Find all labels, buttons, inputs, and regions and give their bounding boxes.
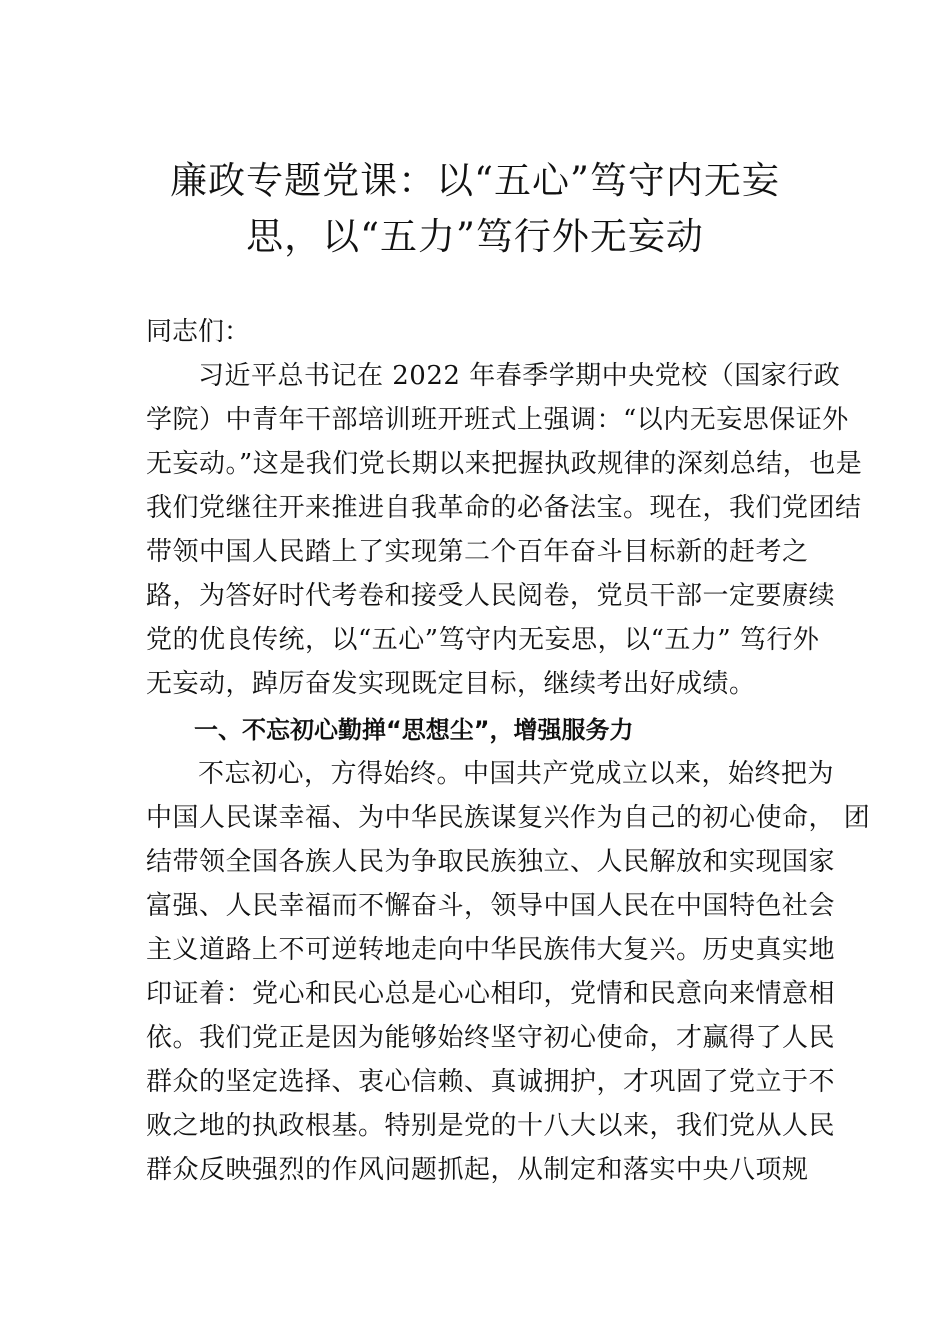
paragraph-line: 富强、人民幸福而不懈奋斗，领导中国人民在中国特色社会 [146, 891, 836, 921]
paragraph-line: 群众反映强烈的作风问题抓起，从制定和落实中央八项规 [146, 1155, 809, 1185]
paragraph-line: 印证着：党心和民心总是心心相印，党情和民意向来情意相 [146, 979, 836, 1009]
document-title [120, 153, 830, 265]
paragraph-line: 我们党继往开来推进自我革命的必备法宝。现在，我们党团结 [146, 493, 862, 523]
paragraph-line: 结带领全国各族人民为争取民族独立、人民解放和实现国家 [146, 847, 836, 877]
title-line-2: 思，以“五力”笃行外无妄动 [246, 215, 704, 258]
paragraph-line: 不忘初心，方得始终。中国共产党成立以来，始终把为 [198, 759, 835, 789]
paragraph-line: 无妄动。”这是我们党长期以来把握执政规律的深刻总结，也是 [146, 449, 863, 479]
section-heading-1: 一、不忘初心勤掸“思想尘”，增强服务力 [194, 716, 634, 744]
paragraph-line: 主义道路上不可逆转地走向中华民族伟大复兴。历史真实地 [146, 935, 836, 965]
paragraph-line: 无妄动，踔厉奋发实现既定目标，继续考出好成绩。 [146, 669, 756, 699]
paragraph-line: 败之地的执政根基。特别是党的十八大以来，我们党从人民 [146, 1111, 836, 1141]
paragraph-line: 群众的坚定选择、衷心信赖、真诚拥护，才巩固了党立于不 [146, 1067, 836, 1097]
salutation: 同志们： [146, 317, 251, 347]
document-body [146, 310, 871, 1192]
paragraph-line: 学院）中青年干部培训班开班式上强调：“以内无妄思保证外 [146, 405, 849, 435]
intro-paragraph [146, 354, 863, 706]
paragraph-line: 党的优良传统，以“五心”笃守内无妄思，以“五力” 笃行外 [146, 625, 820, 655]
paragraph-line: 依。我们党正是因为能够始终坚守初心使命，才赢得了人民 [146, 1023, 836, 1053]
title-line-1: 廉政专题党课：以“五心”笃守内无妄 [170, 159, 780, 202]
paragraph-line: 习近平总书记在 2022 年春季学期中央党校（国家行政 [198, 361, 841, 391]
paragraph-line: 路，为答好时代考卷和接受人民阅卷，党员干部一定要赓续 [146, 581, 836, 611]
paragraph-line: 中国人民谋幸福、为中华民族谋复兴作为自己的初心使命， 团 [146, 803, 871, 833]
section-1-paragraph [146, 752, 871, 1192]
paragraph-line: 带领中国人民踏上了实现第二个百年奋斗目标新的赶考之 [146, 537, 809, 567]
